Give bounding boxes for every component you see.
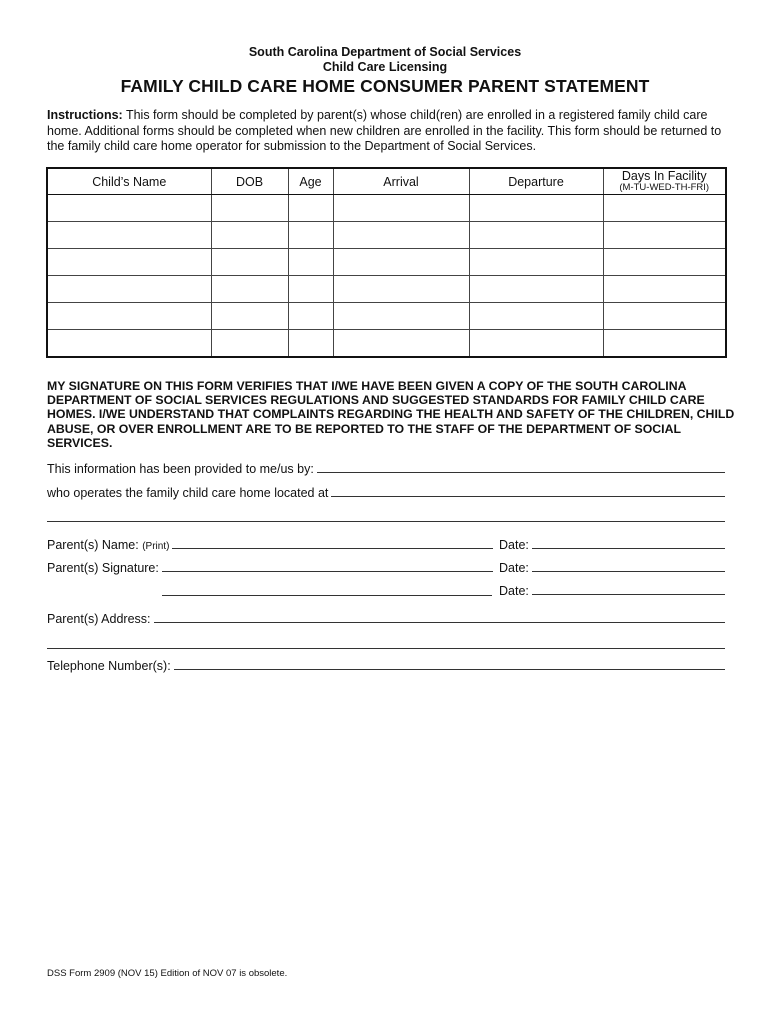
cell-arrival[interactable]: [333, 276, 469, 303]
parent-name-text: Parent(s) Name:: [47, 538, 139, 552]
date-row-2: [499, 561, 725, 575]
print-hint: (Print): [142, 541, 170, 552]
cell-age[interactable]: [288, 276, 333, 303]
provided-by-field[interactable]: [317, 471, 725, 473]
second-signature-field[interactable]: [162, 595, 492, 596]
instructions: [47, 108, 737, 155]
cell-dob[interactable]: [211, 276, 288, 303]
date-field-1[interactable]: [532, 547, 725, 549]
located-at-label: who operates the family child care home located at: [47, 486, 329, 500]
cell-arrival[interactable]: [333, 249, 469, 276]
cell-arrival[interactable]: [333, 195, 469, 222]
cell-departure[interactable]: [469, 222, 603, 249]
agency-name: South Carolina Department of Social Services: [248, 45, 522, 59]
days-sublabel: (M-TU-WED-TH-FRI): [619, 181, 710, 193]
cell-departure[interactable]: [469, 276, 603, 303]
telephone-field[interactable]: [174, 668, 725, 670]
cell-arrival[interactable]: [333, 330, 469, 358]
table-row: [47, 276, 726, 303]
table-header-row: [47, 168, 726, 195]
parent-signature-field[interactable]: [162, 570, 493, 572]
instructions-label: Instructions:: [47, 108, 123, 122]
parent-address-label: Parent(s) Address:: [47, 612, 151, 626]
cell-days[interactable]: [603, 222, 726, 249]
date-label: Date:: [499, 584, 529, 598]
col-departure: Departure: [469, 168, 603, 195]
located-at-field[interactable]: [331, 495, 725, 497]
form-footer: DSS Form 2909 (NOV 15) Edition of NOV 07 is obsolete.: [47, 968, 288, 979]
cell-arrival[interactable]: [333, 303, 469, 330]
col-childs-name: Child’s Name: [47, 168, 211, 195]
telephone-row: [47, 659, 725, 673]
days-label: Days In Facility: [621, 168, 707, 183]
table-body: [47, 195, 726, 358]
verification-statement: MY SIGNATURE ON THIS FORM VERIFIES THAT I/WE HAVE BEEN GIVEN A COPY OF THE SOUTH CAROLINA DEPARTMENT OF SOCIAL SERVICES REGULATIONS AND SUGGESTED STANDARDS FOR FAMILY CHILD CARE HOMES. I/WE UNDERSTAND THAT COMPLAINTS REGARDING THE HEALTH AND SAFETY OF THE CHILDREN, CHILD ABUSE, OR OVER ENROLLMENT ARE TO BE REPORTED TO THE STAFF OF THE DEPARTMENT OF SOCIAL SERVICES.: [47, 379, 735, 450]
cell-days[interactable]: [603, 249, 726, 276]
cell-arrival[interactable]: [333, 222, 469, 249]
cell-childs-name[interactable]: [47, 222, 211, 249]
cell-dob[interactable]: [211, 195, 288, 222]
table-row: [47, 222, 726, 249]
parent-name-row: [47, 538, 493, 552]
cell-age[interactable]: [288, 330, 333, 358]
cell-age[interactable]: [288, 249, 333, 276]
cell-departure[interactable]: [469, 249, 603, 276]
col-age: Age: [288, 168, 333, 195]
parent-name-label: [47, 538, 169, 552]
parent-address-field[interactable]: [154, 621, 725, 623]
col-days-in-facility: [603, 168, 726, 195]
cell-childs-name[interactable]: [47, 195, 211, 222]
instructions-text: This form should be completed by parent(s) whose child(ren) are enrolled in a registered family child care home. Additional forms should be completed when new children are enrolled in the facility. This form should be returned to the family child care home operator for submission to the Department of Social Services.: [47, 108, 722, 153]
children-table: [46, 167, 727, 358]
parent-signature-label: Parent(s) Signature:: [47, 561, 159, 575]
date-label: Date:: [499, 561, 529, 575]
cell-dob[interactable]: [211, 303, 288, 330]
table-row: [47, 330, 726, 358]
table-row: [47, 249, 726, 276]
cell-childs-name[interactable]: [47, 330, 211, 358]
parent-address-row: [47, 612, 725, 626]
cell-departure[interactable]: [469, 330, 603, 358]
parent-name-field[interactable]: [172, 547, 493, 549]
cell-departure[interactable]: [469, 303, 603, 330]
form-title: FAMILY CHILD CARE HOME CONSUMER PARENT STATEMENT: [120, 76, 650, 96]
col-dob: DOB: [211, 168, 288, 195]
cell-childs-name[interactable]: [47, 249, 211, 276]
division-name: Child Care Licensing: [322, 60, 448, 74]
date-field-3[interactable]: [532, 593, 725, 595]
date-row-1: [499, 538, 725, 552]
cell-days[interactable]: [603, 303, 726, 330]
telephone-label: Telephone Number(s):: [47, 659, 171, 673]
cell-dob[interactable]: [211, 330, 288, 358]
table-row: [47, 303, 726, 330]
provided-by-row: [47, 462, 725, 476]
date-row-3: [499, 584, 725, 598]
cell-dob[interactable]: [211, 249, 288, 276]
cell-childs-name[interactable]: [47, 303, 211, 330]
parent-address-line-2[interactable]: [47, 648, 725, 649]
cell-age[interactable]: [288, 222, 333, 249]
cell-days[interactable]: [603, 276, 726, 303]
table-row: [47, 195, 726, 222]
date-label: Date:: [499, 538, 529, 552]
date-field-2[interactable]: [532, 570, 725, 572]
cell-age[interactable]: [288, 303, 333, 330]
parent-signature-row: [47, 561, 493, 575]
cell-childs-name[interactable]: [47, 276, 211, 303]
provided-by-label: This information has been provided to me/us by:: [47, 462, 314, 476]
address-continuation-field[interactable]: [47, 521, 725, 522]
cell-days[interactable]: [603, 330, 726, 358]
cell-days[interactable]: [603, 195, 726, 222]
col-arrival: Arrival: [333, 168, 469, 195]
located-at-row: [47, 486, 725, 500]
cell-dob[interactable]: [211, 222, 288, 249]
cell-departure[interactable]: [469, 195, 603, 222]
cell-age[interactable]: [288, 195, 333, 222]
